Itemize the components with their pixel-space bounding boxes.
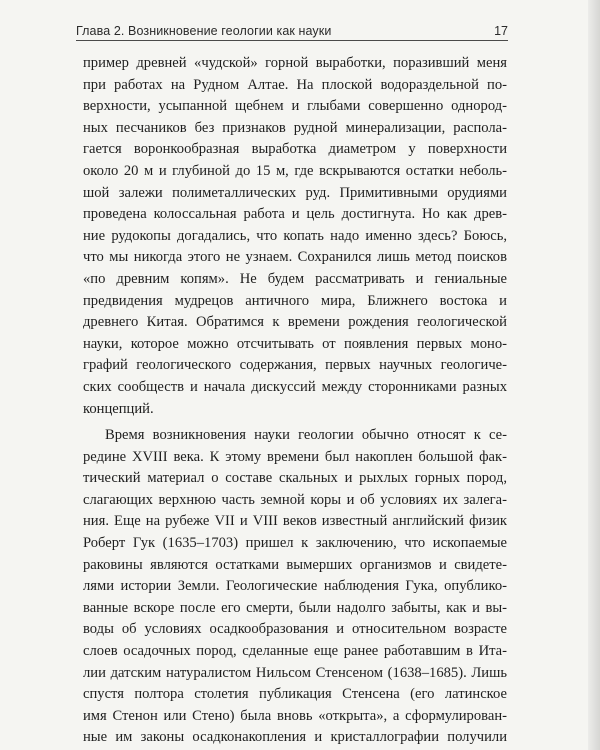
text-line: лии датским натуралистом Нильсом Стенсеном (1638–1685). Лишь <box>83 664 507 681</box>
text-line: проведена колоссальная работа и цель достигнута. Но как древ- <box>83 206 507 223</box>
text-line: «по древним копям». Не будем рассматривать и гениальные <box>83 270 507 287</box>
text-line: при работах на Рудном Алтае. На плоской водораздельной по- <box>83 76 507 93</box>
text-line: слагающих верхнюю часть земной коры и об условиях их залега- <box>83 491 507 508</box>
text-line: Роберт Гук (1635–1703) пришел к заключению, что ископаемые <box>83 535 507 552</box>
text-line: науки, которое можно отсчитывать от появления первых моно- <box>83 335 507 352</box>
text-line: шой залежи полиметаллических руд. Примитивными орудиями <box>83 184 507 201</box>
text-line: ния. Еще на рубеже VII и VIII веков известный английский физик <box>83 513 507 530</box>
text-line: имя Стенон или Стено) была вновь «открыта», а сформулирован- <box>83 707 507 724</box>
text-line: предвидения мудрецов античного мира, Ближнего востока и <box>83 292 507 309</box>
text-line: лями истории Земли. Геологические наблюдения Гука, опублико- <box>83 578 507 595</box>
text-line: что мы никогда этого не узнаем. Сохранился лишь метод поисков <box>83 249 507 266</box>
page-edge-shadow <box>588 0 600 750</box>
text-line: верхности, усыпанной щебнем и глыбами совершенно однород- <box>83 98 507 115</box>
text-line: ные им законы осадконакопления и кристаллографии получили <box>83 729 507 746</box>
text-line: тический материал о составе скальных и рыхлых горных пород, <box>83 470 507 487</box>
chapter-title: Глава 2. Возникновение геологии как науки <box>76 24 332 38</box>
text-line: ванные вскоре после его смерти, были надолго забыты, как и вы- <box>83 599 507 616</box>
text-line: раковины являются остатками вымерших организмов и свидете- <box>83 556 507 573</box>
text-line: ние рудокопы догадались, что копать надо именно здесь? Боюсь, <box>83 227 507 244</box>
text-line: ских сообществ и начала дискуссий между сторонниками разных <box>83 378 507 395</box>
page-number: 17 <box>494 24 508 38</box>
text-line: гается воронкообразная выработка диаметром у поверхности <box>83 141 507 158</box>
text-line: редине XVIII века. К этому времени был накоплен большой фак- <box>83 448 507 465</box>
text-line: около 20 м и глубиной до 15 м, где вскрываются остатки неболь- <box>83 162 507 179</box>
paragraph-2 <box>83 425 507 749</box>
text-line: ных песчаников без признаков рудной минерализации, распола- <box>83 119 507 136</box>
body-text <box>83 53 507 749</box>
text-line: Время возникновения науки геологии обычно относят к се- <box>105 427 507 444</box>
text-line: воды об условиях осадкообразования и относительном возрасте <box>83 621 507 638</box>
text-line: древнего Китая. Обратимся к времени рождения геологической <box>83 314 507 331</box>
text-line: концепций. <box>83 400 154 417</box>
text-line: пример древней «чудской» горной выработки, поразивший меня <box>83 55 507 71</box>
text-line: спустя полтора столетия публикация Стенсена (его латинское <box>83 686 507 703</box>
text-line: слоев осадочных пород, сделанные еще ранее работавшим в Ита- <box>83 643 507 660</box>
running-header <box>76 14 508 41</box>
paragraph-1 <box>83 53 507 420</box>
text-line: графий геологического содержания, первых научных геологиче- <box>83 357 507 374</box>
